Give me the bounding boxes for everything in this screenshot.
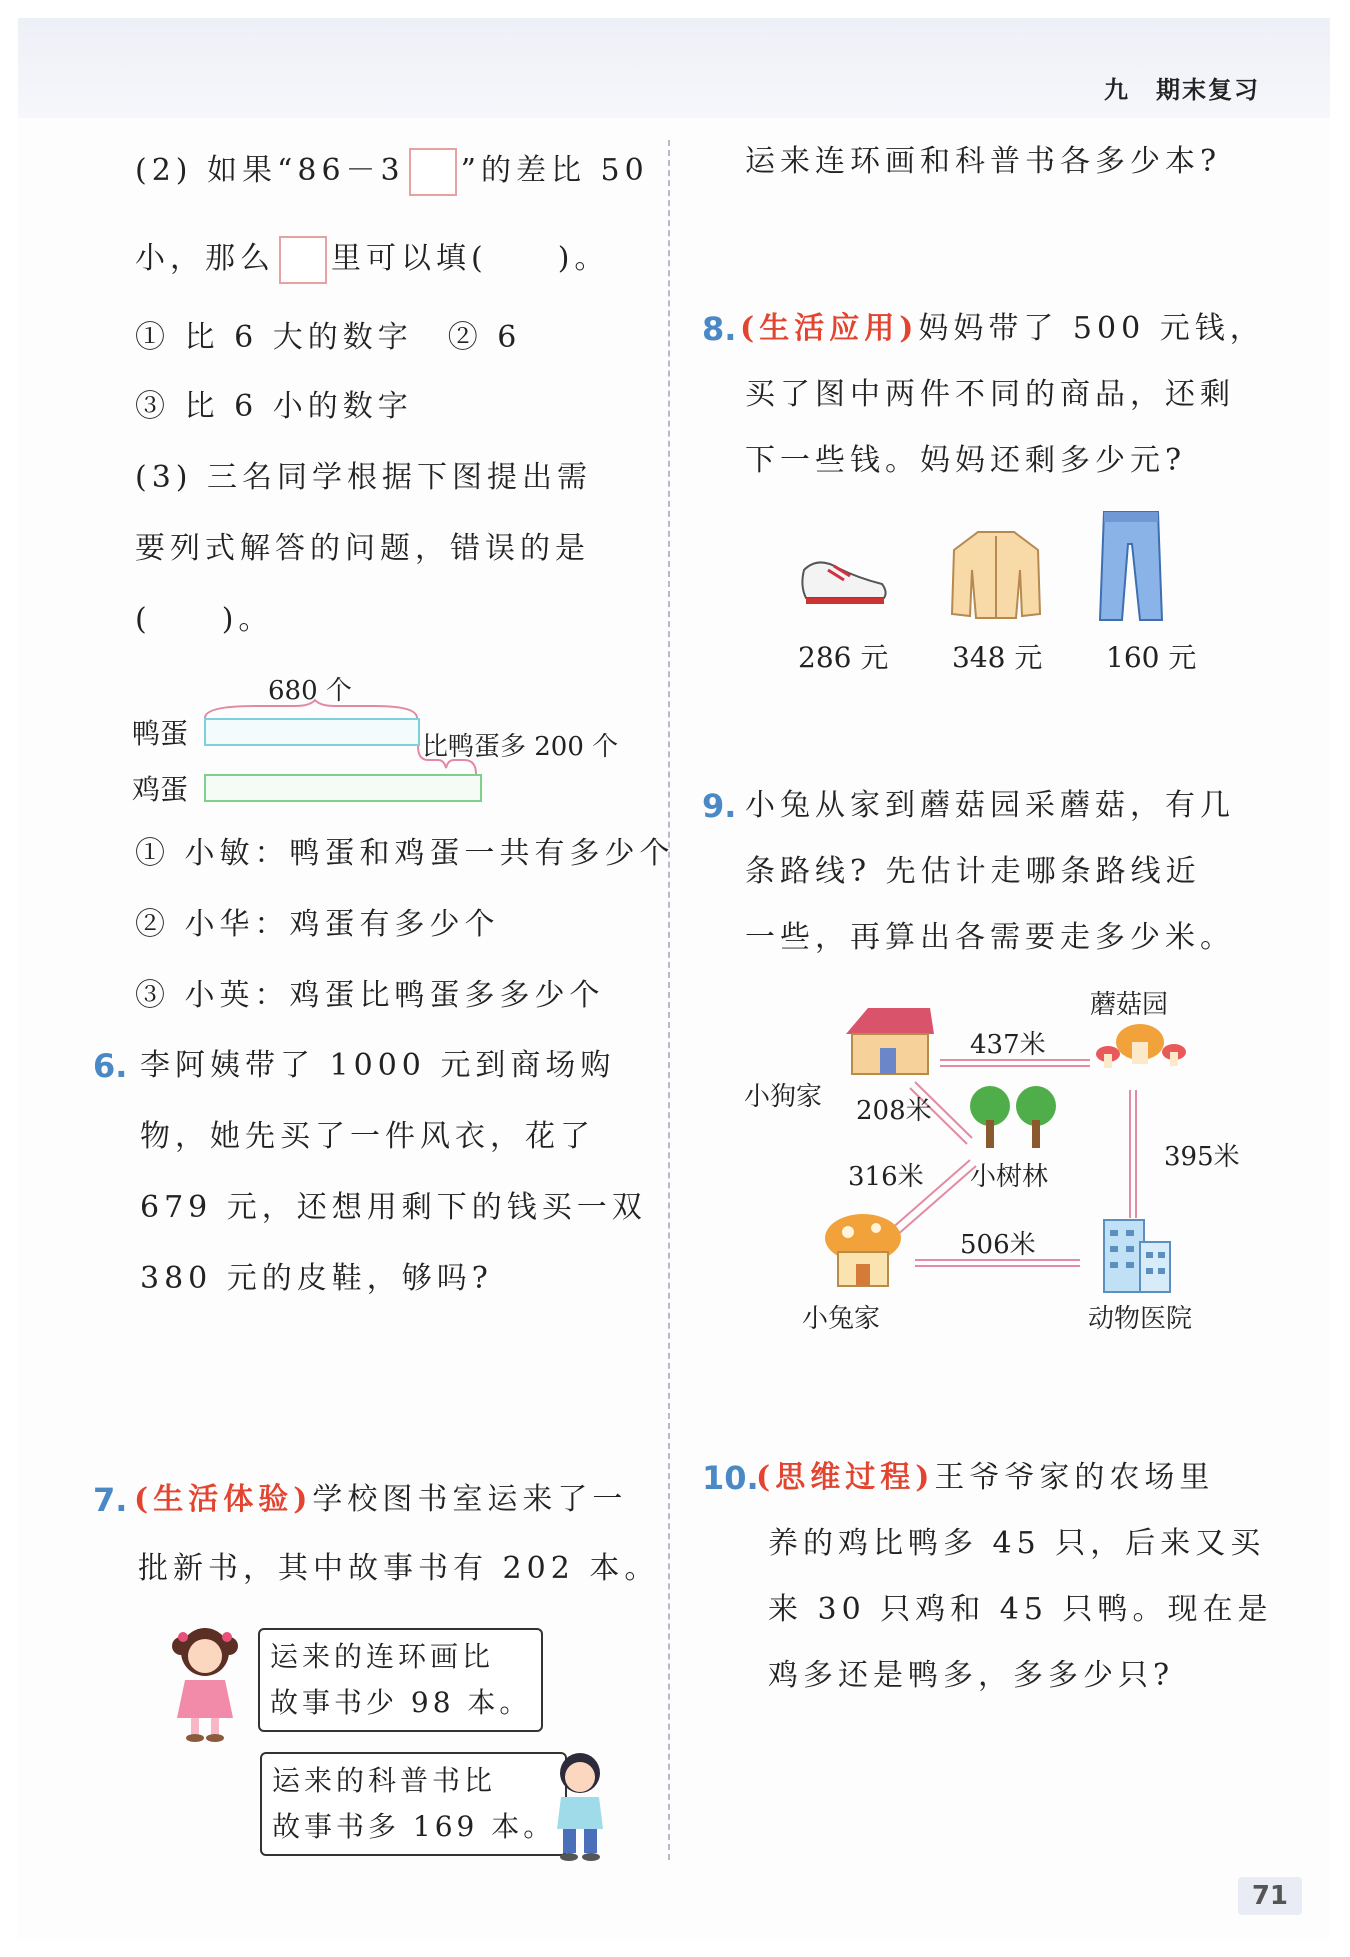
q5-2-line1-b: ”的差比 50 bbox=[460, 153, 649, 188]
q10-line3: 来 30 只鸡和 45 只鸭。现在是 bbox=[768, 1592, 1273, 1627]
diff-label: 比鸭蛋多 200 个 bbox=[422, 732, 619, 762]
q5-3-line2: 要列式解答的问题，错误的是 bbox=[135, 531, 590, 566]
q10-number: 10. bbox=[702, 1459, 759, 1497]
jeans-icon bbox=[1098, 508, 1164, 624]
q8-number: 8. bbox=[702, 310, 737, 348]
q10-line1 bbox=[756, 1458, 1214, 1498]
q7-line2: 批新书，其中故事书有 202 本。 bbox=[138, 1551, 660, 1586]
label-dog-home: 小狗家 bbox=[744, 1082, 823, 1112]
label-rabbit-home: 小兔家 bbox=[802, 1304, 881, 1334]
q5-3-line3: ( )。 bbox=[135, 602, 274, 637]
q8-line2: 买了图中两件不同的商品，还剩 bbox=[745, 377, 1235, 412]
distance-dog-garden: 437米 bbox=[970, 1030, 1046, 1060]
distance-rabbit-hospital: 506米 bbox=[960, 1230, 1036, 1260]
duck-bar bbox=[204, 718, 420, 746]
bubble-2-line2: 故事书多 169 本。 bbox=[272, 1810, 556, 1843]
comic-bubble bbox=[258, 1628, 543, 1732]
q10-line2: 养的鸡比鸭多 45 只，后来又买 bbox=[768, 1526, 1266, 1561]
q8-tag: (生活应用) bbox=[740, 311, 919, 346]
q9-line1: 小兔从家到蘑菇园采蘑菇，有几 bbox=[745, 788, 1235, 823]
duck-label: 鸭蛋 bbox=[132, 717, 189, 750]
comic-bubble bbox=[260, 1752, 567, 1856]
q7-line1-text: 学校图书室运来了一 bbox=[312, 1482, 628, 1517]
q5-3-answer-2: ② 小华：鸡蛋有多少个 bbox=[135, 907, 500, 942]
q8-line3: 下一些钱。妈妈还剩多少元? bbox=[745, 443, 1187, 478]
distance-grove-rabbit: 316米 bbox=[848, 1162, 924, 1192]
label-grove: 小树林 bbox=[970, 1162, 1049, 1192]
q6-line3: 679 元，还想用剩下的钱买一双 bbox=[140, 1190, 647, 1225]
q6-line4: 380 元的皮鞋，够吗? bbox=[140, 1261, 493, 1296]
answer-box[interactable] bbox=[279, 236, 327, 284]
label-hospital: 动物医院 bbox=[1088, 1304, 1193, 1334]
q5-2-line1 bbox=[135, 148, 649, 196]
distance-dog-grove: 208米 bbox=[856, 1096, 932, 1126]
q5-2-line2-a: 小，那么 bbox=[135, 241, 275, 276]
bubble-1-line1: 运来的连环画比 bbox=[270, 1640, 495, 1673]
q5-3-line1: (3) 三名同学根据下图提出需 bbox=[135, 460, 593, 495]
q5-3-answer-3: ③ 小英：鸡蛋比鸭蛋多多少个 bbox=[135, 978, 605, 1013]
answer-box[interactable] bbox=[409, 148, 457, 196]
chicken-bar bbox=[204, 774, 482, 802]
q8-line1-text: 妈妈带了 500 元钱， bbox=[918, 311, 1265, 346]
tree-icon bbox=[964, 1082, 1060, 1150]
q10-line1-text: 王爷爷家的农场里 bbox=[934, 1460, 1215, 1495]
q5-2-line2-b: 里可以填( )。 bbox=[331, 241, 610, 276]
q5-2-option-1-2: ① 比 6 大的数字 ② 6 bbox=[135, 320, 522, 355]
q10-tag: (思维过程) bbox=[756, 1460, 935, 1495]
hospital-icon bbox=[1094, 1212, 1178, 1296]
q8-line1 bbox=[740, 309, 1265, 349]
q6-number: 6. bbox=[93, 1047, 128, 1085]
price-jeans: 160 元 bbox=[1106, 641, 1197, 674]
q7-tag: (生活体验) bbox=[134, 1482, 313, 1517]
chicken-label: 鸡蛋 bbox=[132, 773, 189, 806]
q7-number: 7. bbox=[93, 1481, 128, 1519]
house-icon bbox=[838, 1004, 938, 1078]
distance-garden-hospital: 395米 bbox=[1164, 1142, 1240, 1172]
bar-top-label: 680 个 bbox=[268, 676, 352, 706]
brace-680 bbox=[195, 698, 435, 720]
mushroom-icon bbox=[1090, 1018, 1190, 1078]
girl-icon bbox=[165, 1622, 245, 1744]
boy-icon bbox=[545, 1745, 615, 1865]
q7-line1 bbox=[134, 1480, 627, 1520]
q6-line1: 李阿姨带了 1000 元到商场购 bbox=[140, 1048, 616, 1083]
price-shoe: 286 元 bbox=[798, 641, 889, 674]
q9-line2: 条路线? 先估计走哪条路线近 bbox=[745, 854, 1201, 889]
chapter-title: 九 期末复习 bbox=[1104, 76, 1260, 104]
q6-line2: 物，她先买了一件风衣，花了 bbox=[140, 1119, 595, 1154]
q5-2-line1-a: (2) 如果“86－3 bbox=[135, 153, 405, 188]
q9-number: 9. bbox=[702, 787, 737, 825]
q7-continued: 运来连环画和科普书各多少本? bbox=[745, 144, 1222, 179]
q9-line3: 一些，再算出各需要走多少米。 bbox=[745, 920, 1235, 955]
bubble-2-line1: 运来的科普书比 bbox=[272, 1764, 497, 1797]
q5-3-answer-1: ① 小敏：鸭蛋和鸡蛋一共有多少个 bbox=[135, 836, 675, 871]
q5-2-line2 bbox=[135, 236, 609, 284]
bubble-1-line2: 故事书少 98 本。 bbox=[270, 1686, 532, 1719]
page-number: 71 bbox=[1238, 1877, 1302, 1915]
label-mushroom-garden: 蘑菇园 bbox=[1090, 990, 1169, 1020]
q10-line4: 鸡多还是鸭多，多多少只? bbox=[768, 1658, 1175, 1693]
price-jacket: 348 元 bbox=[952, 641, 1043, 674]
jacket-icon bbox=[948, 526, 1044, 622]
rabbit-house-icon bbox=[818, 1212, 908, 1288]
column-divider bbox=[668, 140, 670, 1860]
q5-2-option-3: ③ 比 6 小的数字 bbox=[135, 389, 413, 424]
shoe-icon bbox=[798, 550, 890, 612]
